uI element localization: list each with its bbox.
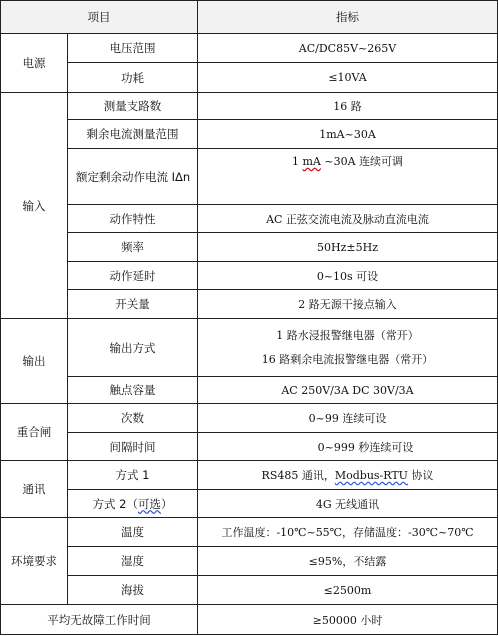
group-power: 电源 — [1, 34, 68, 93]
frequency-label: 频率 — [68, 233, 198, 262]
branches-value: 16 路 — [198, 93, 498, 120]
output-mode-value — [198, 319, 498, 377]
temperature-value: 工作温度：-10℃~55℃，存储温度：-30℃~70℃ — [198, 518, 498, 547]
comm-mode2-value: 4G 无线通讯 — [198, 490, 498, 518]
header-row — [1, 1, 498, 34]
table-row — [1, 547, 498, 576]
table-row — [1, 149, 498, 205]
reclose-times-label: 次数 — [68, 404, 198, 433]
rated-action-value: 1 mA ~30A 连续可调 — [198, 149, 498, 205]
voltage-value: AC/DC85V~265V — [198, 34, 498, 63]
group-input: 输入 — [1, 93, 68, 319]
table-row — [1, 262, 498, 290]
table-row — [1, 93, 498, 120]
reclose-interval-label: 间隔时间 — [68, 433, 198, 461]
contact-label: 触点容量 — [68, 377, 198, 404]
action-delay-label: 动作延时 — [68, 262, 198, 290]
table-row — [1, 233, 498, 262]
comm-mode2-label: 方式 2（可选） — [68, 490, 198, 518]
table-row — [1, 120, 498, 149]
table-row — [1, 605, 498, 635]
reclose-times-value: 0~99 连续可设 — [198, 404, 498, 433]
header-indicator: 指标 — [198, 1, 498, 34]
table-row — [1, 461, 498, 490]
switch-label: 开关量 — [68, 290, 198, 319]
humidity-label: 湿度 — [68, 547, 198, 576]
group-output: 输出 — [1, 319, 68, 404]
reclose-interval-value: 0~999 秒连续可设 — [198, 433, 498, 461]
branches-label: 测量支路数 — [68, 93, 198, 120]
contact-value: AC 250V/3A DC 30V/3A — [198, 377, 498, 404]
table-row — [1, 433, 498, 461]
residual-range-label: 剩余电流测量范围 — [68, 120, 198, 149]
action-delay-value: 0~10s 可设 — [198, 262, 498, 290]
table-row — [1, 319, 498, 377]
rated-action-label: 额定剩余动作电流 IΔn — [68, 149, 198, 205]
table-row — [1, 490, 498, 518]
group-env: 环境要求 — [1, 518, 68, 605]
voltage-label: 电压范围 — [68, 34, 198, 63]
group-reclose: 重合闸 — [1, 404, 68, 461]
table-row — [1, 518, 498, 547]
residual-range-value: 1mA~30A — [198, 120, 498, 149]
output-mode-line2: 16 路剩余电流报警继电器（常开） — [261, 352, 434, 366]
altitude-value: ≤2500m — [198, 576, 498, 605]
altitude-label: 海拔 — [68, 576, 198, 605]
temperature-label: 温度 — [68, 518, 198, 547]
consumption-label: 功耗 — [68, 63, 198, 93]
action-char-value: AC 正弦交流电流及脉动直流电流 — [198, 205, 498, 233]
mtbf-label: 平均无故障工作时间 — [1, 605, 198, 635]
header-item: 项目 — [1, 1, 198, 34]
table-row — [1, 63, 498, 93]
comm-mode1-value: RS485 通讯，Modbus-RTU 协议 — [198, 461, 498, 490]
table-row — [1, 205, 498, 233]
table-row — [1, 404, 498, 433]
table-row — [1, 290, 498, 319]
humidity-value: ≤95%，不结露 — [198, 547, 498, 576]
mtbf-value: ≥50000 小时 — [198, 605, 498, 635]
frequency-value: 50Hz±5Hz — [198, 233, 498, 262]
table-row — [1, 34, 498, 63]
group-comm: 通讯 — [1, 461, 68, 518]
table-row — [1, 576, 498, 605]
output-mode-label: 输出方式 — [68, 319, 198, 377]
table-row — [1, 377, 498, 404]
consumption-value: ≤10VA — [198, 63, 498, 93]
action-char-label: 动作特性 — [68, 205, 198, 233]
switch-value: 2 路无源干接点输入 — [198, 290, 498, 319]
output-mode-line1: 1 路水浸报警继电器（常开） — [276, 328, 419, 342]
comm-mode1-label: 方式 1 — [68, 461, 198, 490]
